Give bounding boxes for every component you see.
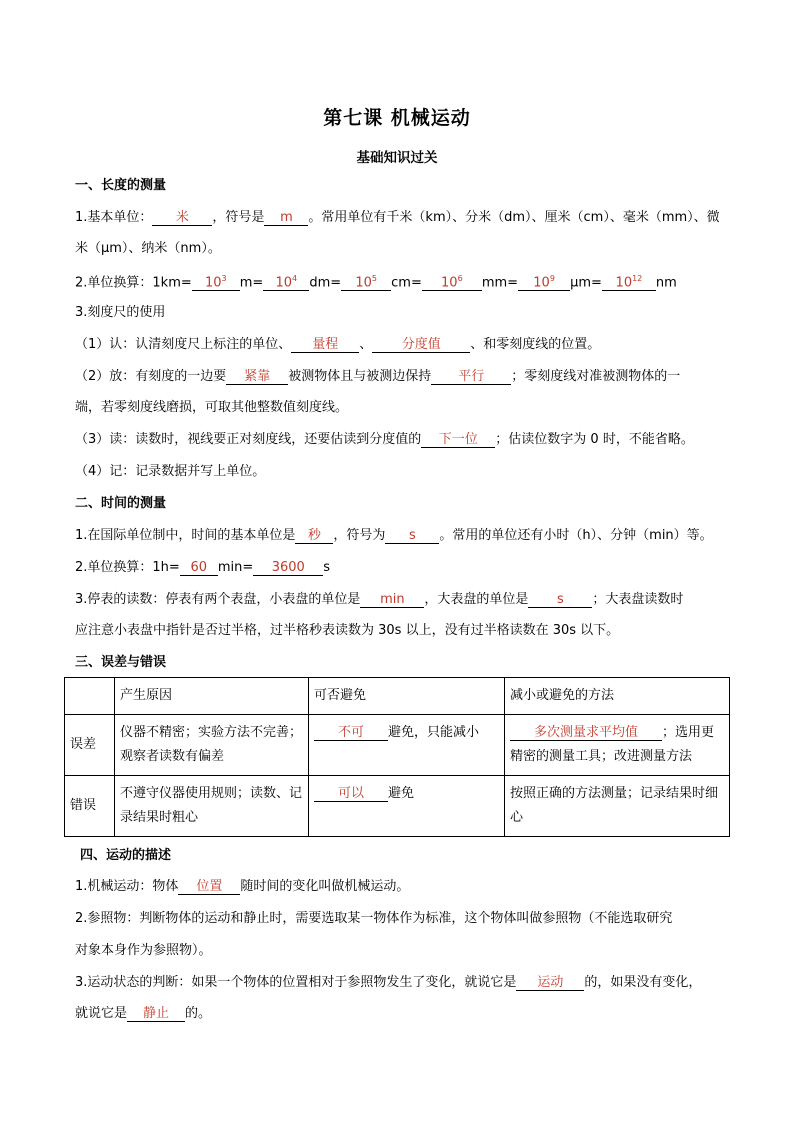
s1-rule2	[75, 367, 680, 387]
base: 10	[355, 275, 372, 291]
s1-line1-cont: 米（μm）、纳米（nm）。	[75, 241, 221, 256]
text: 被测物体且与被测边保持	[288, 369, 432, 384]
answer-blank: 分度值	[372, 337, 470, 353]
table-header-row	[65, 678, 730, 715]
table-header: 减小或避免的方法	[505, 678, 730, 715]
answer-blank: 米	[152, 210, 212, 226]
answer-blank: 3600	[253, 560, 323, 576]
base: 10	[533, 275, 550, 291]
answer-blank: 平行	[431, 369, 511, 385]
s1-rule1	[75, 335, 600, 355]
text: 1.机械运动：物体	[75, 879, 179, 894]
answer-blank: s	[385, 528, 439, 544]
exp: 5	[371, 274, 377, 283]
s2-line3	[75, 590, 683, 610]
base: 10	[275, 275, 293, 291]
text: s	[323, 560, 331, 575]
answer-blank: 量程	[291, 337, 359, 353]
exp: 6	[457, 274, 463, 283]
answer-blank	[602, 271, 656, 291]
section3-heading: 三、误差与错误	[75, 655, 167, 670]
section4-heading: 四、运动的描述	[80, 848, 172, 863]
s1-line3: 3.刻度尺的使用	[75, 305, 166, 320]
text: 的，如果没有变化，	[584, 975, 702, 990]
text: cm=	[391, 275, 422, 291]
table-cell	[309, 776, 505, 837]
text: nm	[655, 275, 677, 291]
answer-blank: 位置	[178, 879, 240, 895]
table-header: 产生原因	[115, 678, 309, 715]
answer-blank: min	[360, 592, 424, 608]
s1-rule3	[75, 430, 694, 450]
s4-line3-cont	[75, 1004, 211, 1024]
error-table	[64, 677, 730, 837]
text: 、和零刻度线的位置。	[470, 337, 601, 352]
text: （2）放：有刻度的一边要	[75, 369, 227, 384]
text: （1）认：认清刻度尺上标注的单位、	[75, 337, 292, 352]
text: min=	[217, 560, 254, 575]
s1-rule2-cont: 端，若零刻度线磨损，可取其他整数值刻度线。	[75, 400, 349, 415]
text: dm=	[309, 275, 342, 291]
s4-line2-cont: 对象本身作为参照物）。	[75, 943, 212, 958]
text: 。常用的单位还有小时（h）、分钟（min）等。	[439, 528, 713, 543]
answer-blank	[263, 271, 309, 291]
table-row	[65, 776, 730, 837]
text: 避免	[388, 786, 415, 801]
text: ；零刻度线对准被测物体的一	[511, 369, 681, 384]
text: μm=	[570, 275, 602, 291]
text: 3.运动状态的判断：如果一个物体的位置相对于参照物发生了变化，就说它是	[75, 975, 517, 990]
s1-line2	[75, 271, 677, 293]
s1-line1	[75, 208, 720, 228]
text: 随时间的变化叫做机械运动。	[240, 879, 410, 894]
s4-line2: 2.参照物：判断物体的运动和静止时，需要选取某一物体作为标准，这个物体叫做参照物（不能选取研究	[75, 911, 673, 926]
text: 2.单位换算：1h=	[75, 560, 180, 575]
text: 的。	[185, 1006, 212, 1021]
answer-blank: 运动	[516, 975, 584, 991]
answer-blank	[192, 271, 240, 291]
answer-blank: 紧靠	[226, 369, 288, 385]
text: ；大表盘读数时	[592, 592, 684, 607]
row-label: 错误	[65, 776, 115, 837]
text: 2.单位换算：1km=	[75, 275, 192, 291]
table-cell	[65, 678, 115, 715]
answer-blank	[518, 271, 570, 291]
base: 10	[204, 275, 222, 291]
s2-line2	[75, 558, 330, 578]
table-cell: 不遵守仪器使用规则；读数、记录结果时粗心	[115, 776, 309, 837]
answer-blank: 秒	[295, 528, 333, 544]
answer-blank: m	[264, 210, 308, 226]
text: mm=	[481, 275, 519, 291]
answer-blank	[341, 271, 391, 291]
answer-blank: 不可	[314, 725, 388, 741]
text: ，大表盘的单位是	[424, 592, 529, 607]
s4-line1	[75, 877, 409, 897]
base: 10	[615, 275, 633, 291]
text: 3.停表的读数：停表有两个表盘，小表盘的单位是	[75, 592, 361, 607]
row-label: 误差	[65, 715, 115, 776]
text: ，符号为	[333, 528, 386, 543]
table-cell	[309, 715, 505, 776]
page-subtitle: 基础知识过关	[356, 150, 438, 166]
answer-blank: s	[528, 592, 592, 608]
text: 就说它是	[75, 1006, 128, 1021]
text: ；估读位数字为 0 时，不能省略。	[495, 432, 694, 447]
text: ；选用更精密的测量工具；改进测量方法	[510, 725, 715, 764]
exp: 4	[292, 274, 298, 283]
s4-line3	[75, 973, 701, 993]
page-title: 第七课 机械运动	[323, 107, 471, 129]
answer-blank: 下一位	[421, 432, 495, 448]
text: 。常用单位有千米（km）、分米（dm）、厘米（cm）、毫米（mm）、微	[308, 210, 720, 225]
table-cell: 按照正确的方法测量；记录结果时细心	[505, 776, 730, 837]
s2-line3-cont: 应注意小表盘中指针是否过半格，过半格秒表读数为 30s 以上，没有过半格读数在 30s 以下。	[75, 623, 620, 638]
text: m=	[239, 275, 264, 291]
base: 10	[441, 275, 458, 291]
answer-blank: 可以	[314, 786, 388, 802]
text: （3）读：读数时，视线要正对刻度线，还要估读到分度值的	[75, 432, 422, 447]
text: 避免，只能减小	[388, 725, 480, 740]
table-row	[65, 715, 730, 776]
table-cell	[505, 715, 730, 776]
text: 1.在国际单位制中，时间的基本单位是	[75, 528, 296, 543]
text: 、	[359, 337, 373, 352]
answer-blank	[422, 271, 482, 291]
answer-blank: 多次测量求平均值	[510, 725, 662, 741]
s2-line1	[75, 526, 713, 546]
answer-blank: 静止	[127, 1006, 185, 1022]
exp: 9	[549, 274, 555, 283]
text: ，符号是	[212, 210, 265, 225]
exp: 12	[632, 274, 643, 283]
text: 1.基本单位：	[75, 210, 153, 225]
answer-blank: 60	[180, 560, 218, 576]
table-header: 可否避免	[309, 678, 505, 715]
s1-rule4: （4）记：记录数据并写上单位。	[75, 464, 266, 479]
section1-heading: 一、长度的测量	[75, 178, 167, 193]
section2-heading: 二、时间的测量	[75, 496, 167, 511]
exp: 3	[221, 274, 227, 283]
table-cell: 仪器不精密；实验方法不完善；观察者读数有偏差	[115, 715, 309, 776]
